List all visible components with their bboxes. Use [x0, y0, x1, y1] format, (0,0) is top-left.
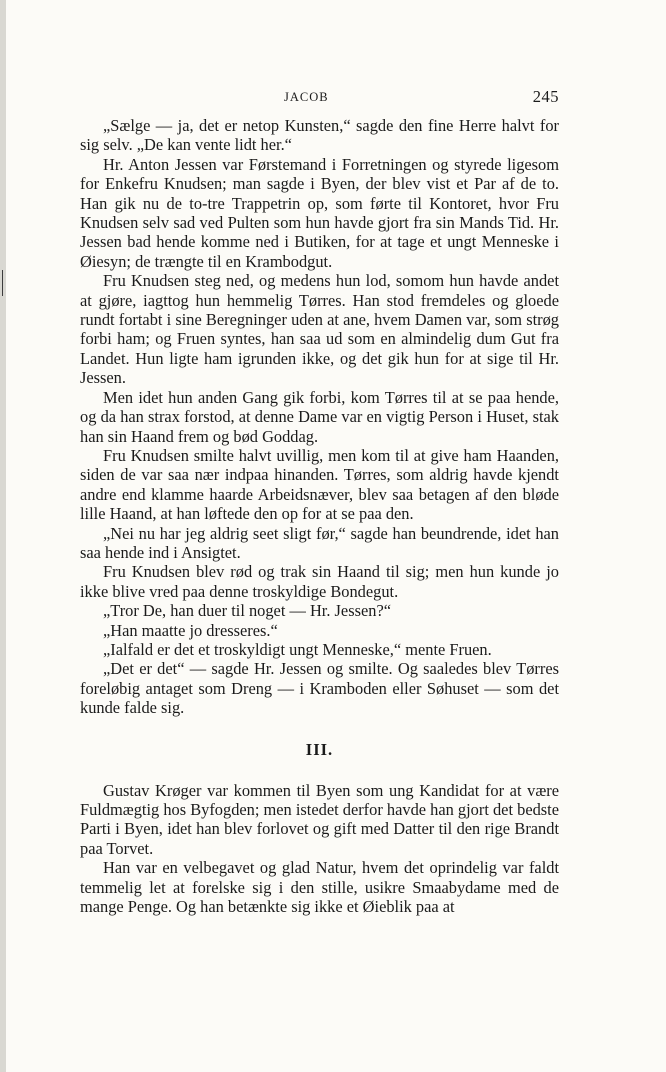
- paragraph: Fru Knudsen smilte halvt uvillig, men kom til at give ham Haanden, siden de var saa nær indpaa hinanden. Tørres, som aldrig havde kjendt andre end klamme haarde Arbeidsnæver, blev saa betagen af den bløde lille Haand, at han løftede den op for at se paa den.: [80, 445, 559, 524]
- paragraph: „Sælge — ja, det er netop Kunsten,“ sagde den fine Herre halvt for sig selv. „De kan vente lidt her.“: [80, 116, 559, 155]
- paragraph: Fru Knudsen steg ned, og medens hun lod, somom hun havde andet at gjøre, iagttog hun hemmelig Tørres. Han stod fremdeles og gloede rundt fortabt i sine Beregninger uden at ane, hvem Damen var, som strøg forbi ham; og Fruen syntes, han saa ud som en almindelig dum Gut fra Landet. Hun ligte ham igrunden ikke, og det gik hun for at sige til Hr. Jessen.: [80, 271, 559, 388]
- running-head: JACOB: [284, 90, 329, 104]
- paragraph: „Ialfald er det et troskyldigt ungt Menneske,“ mente Fruen.: [103, 639, 492, 659]
- page-header: [80, 89, 559, 109]
- paragraph: Hr. Anton Jessen var Førstemand i Forretningen og styrede ligesom for Enkefru Knudsen; man sagde i Byen, der blev vist et Par af de to. Han gik nu de to-tre Trappetrin op, som førte til Kontoret, hvor Fru Knudsen selv sad ved Pulten som hun havde gjort fra sin Mands Tid. Hr. Jessen bad hende komme ned i Butiken, for at tage et ungt Menneske i Øiesyn; de trængte til en Krambodgut.: [80, 154, 559, 271]
- paragraph: „Det er det“ — sagde Hr. Jessen og smilte. Og saaledes blev Tørres foreløbig antaget som Dreng — i Kramboden eller Søhuset — som det kunde falde sig.: [80, 659, 559, 718]
- paragraph: Fru Knudsen blev rød og trak sin Haand til sig; men hun kunde jo ikke blive vred paa denne troskyldige Bondegut.: [80, 562, 559, 601]
- section-heading: III.: [305, 739, 334, 759]
- paragraph: Gustav Krøger var kommen til Byen som ung Kandidat for at være Fuldmægtig hos Byfogden; men istedet derfor havde han gjort det bedste Parti i Byen, idet han blev forlovet og gift med Datter til den rige Brandt paa Torvet.: [80, 780, 559, 858]
- body-text: [80, 116, 559, 916]
- page-number: 245: [532, 87, 559, 106]
- paragraph: „Tror De, han duer til noget — Hr. Jessen?“: [103, 601, 391, 621]
- paragraph: „Nei nu har jeg aldrig seet sligt før,“ sagde han beundrende, idet han saa hende ind i Ansigtet.: [80, 523, 559, 562]
- margin-mark: [2, 270, 3, 296]
- paragraph: Han var en velbegavet og glad Natur, hvem det oprindelig var faldt temmelig let at forelske sig i den stille, usikre Smaabydame med de mange Penge. Og han betænkte sig ikke et Øieblik paa at: [80, 858, 559, 917]
- paragraph: „Han maatte jo dresseres.“: [103, 620, 278, 640]
- paragraph: Men idet hun anden Gang gik forbi, kom Tørres til at se paa hende, og da han strax forstod, at denne Dame var en vigtig Person i Huset, stak han sin Haand frem og bød Goddag.: [80, 387, 559, 446]
- page-left-edge: [0, 0, 6, 1072]
